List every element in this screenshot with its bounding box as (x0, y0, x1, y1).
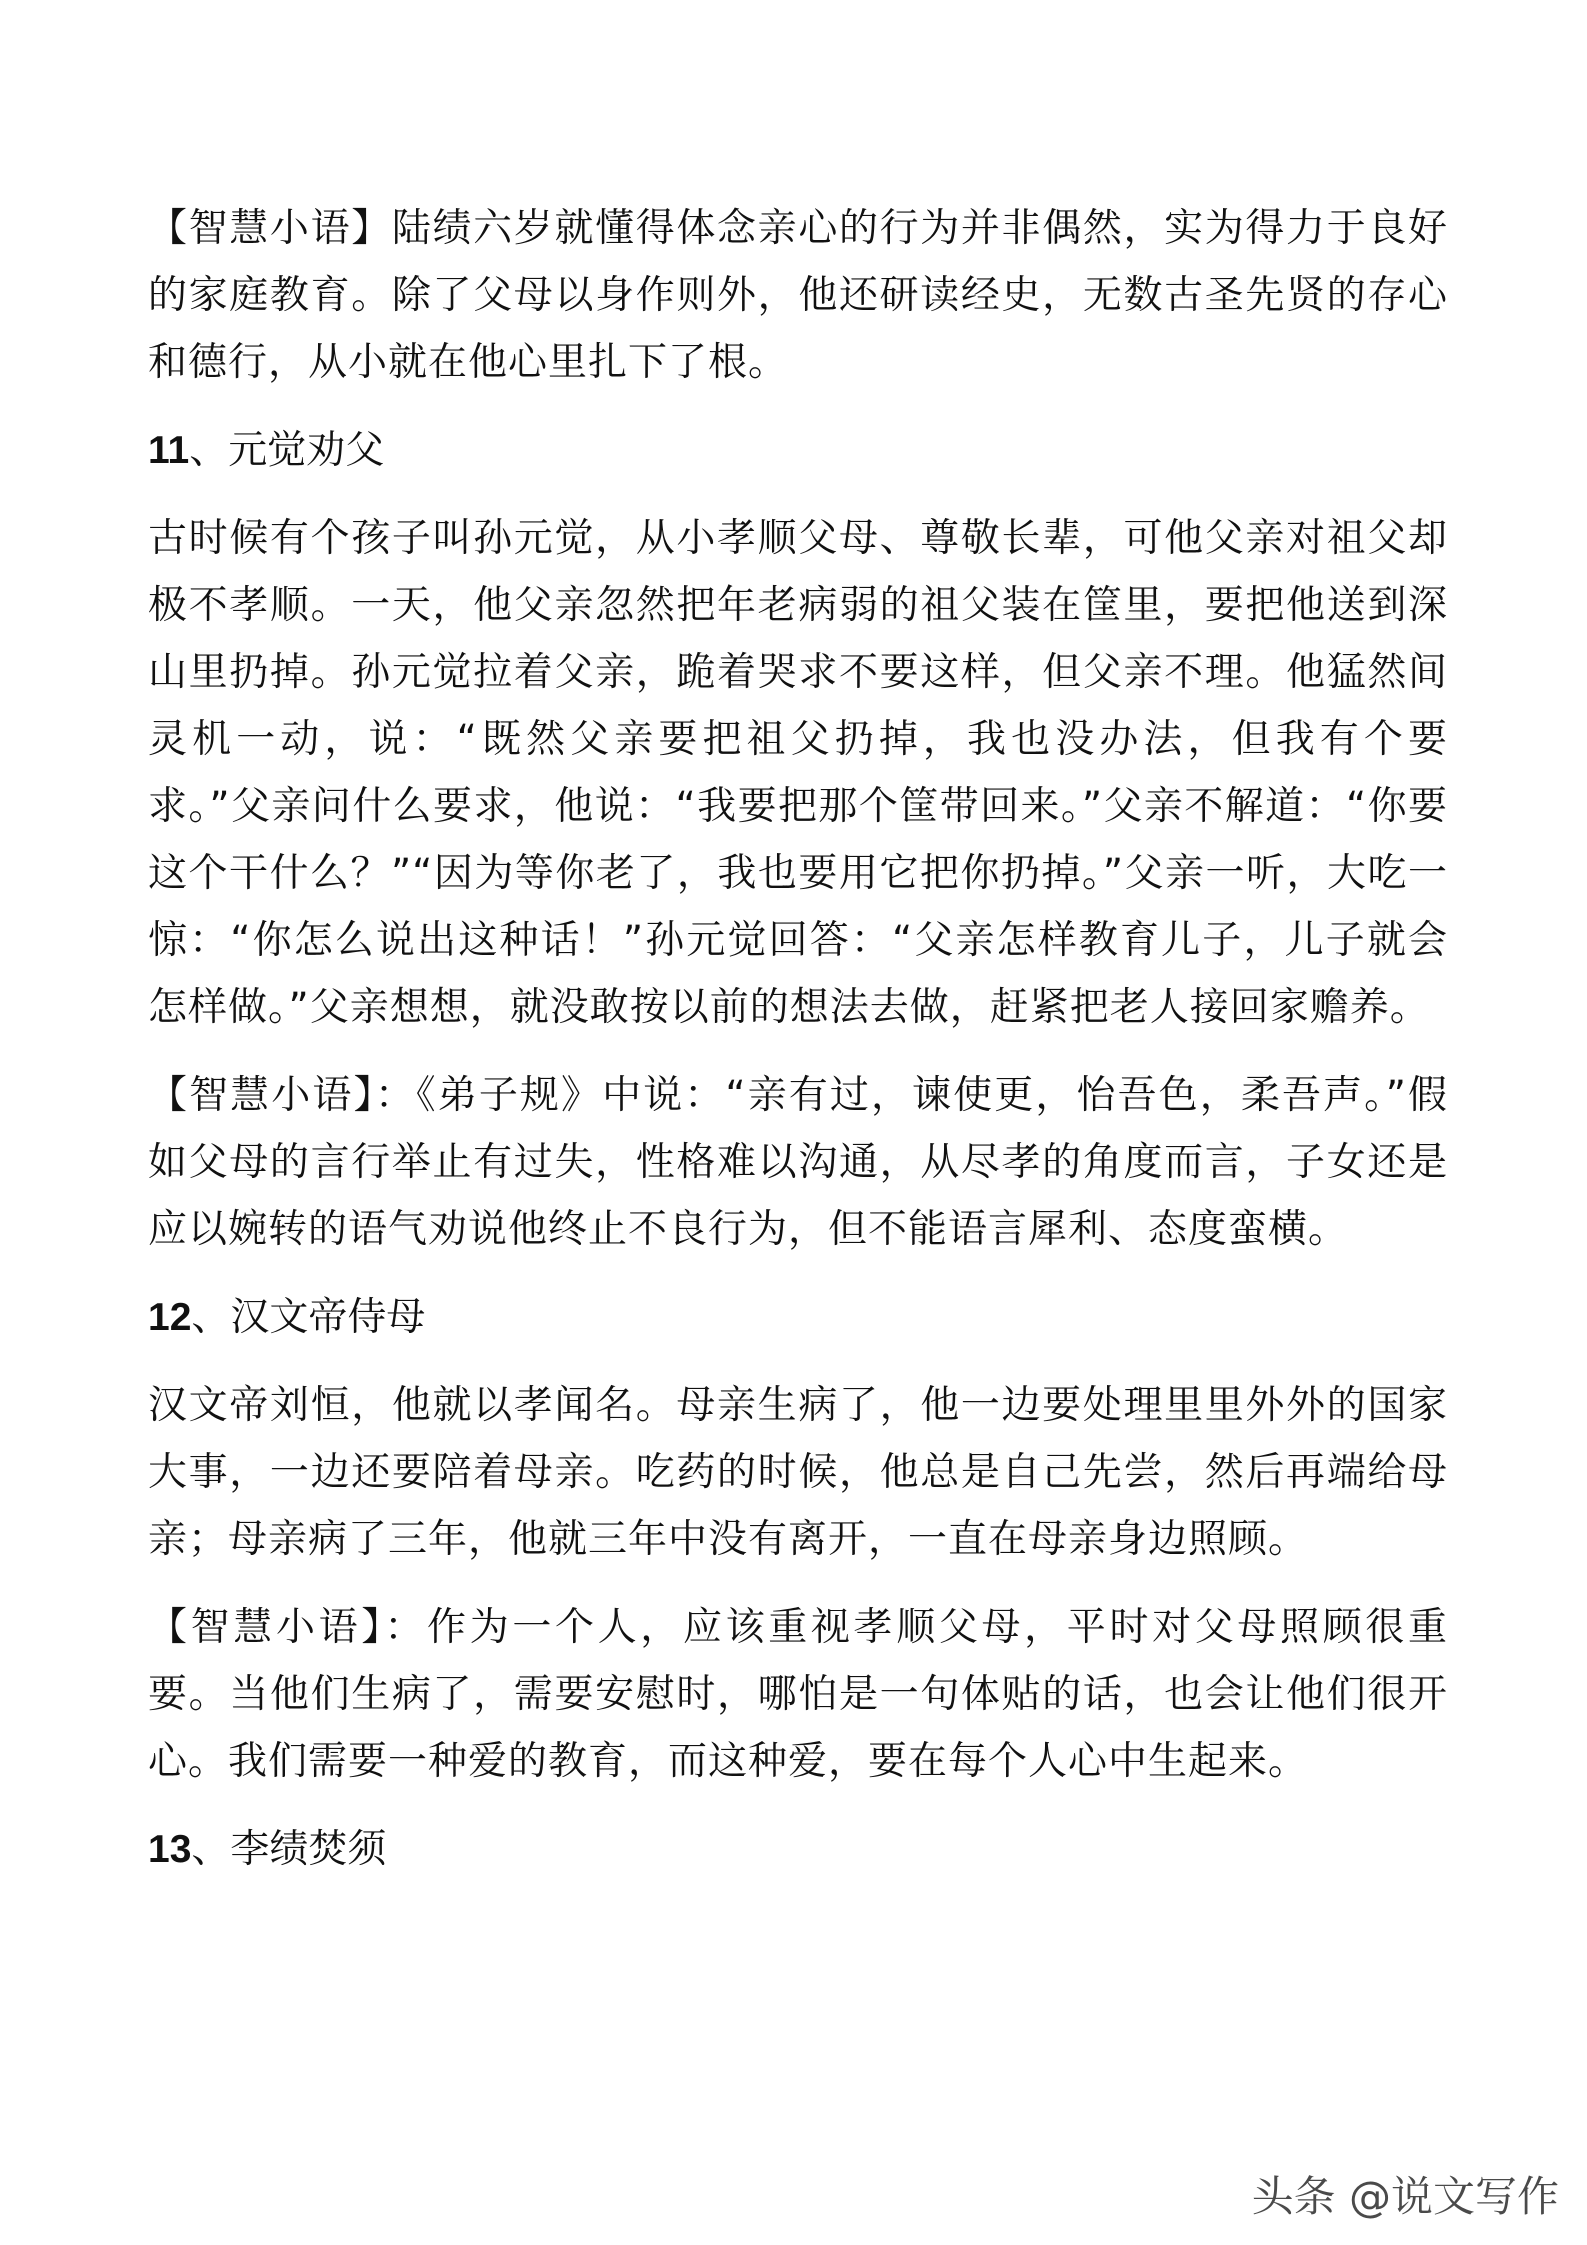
paragraph-wisdom-lu-ji: 【智慧小语】陆绩六岁就懂得体念亲心的行为并非偶然，实为得力于良好的家庭教育。除了父母以身作则外，他还研读经史，无数古圣先贤的存心和德行，从小就在他心里扎下了根。 (148, 206, 1448, 385)
section-title: 、元觉劝父 (189, 428, 385, 473)
paragraph-story-yuanjue: 古时候有个孩子叫孙元觉，从小孝顺父母、尊敬长辈，可他父亲对祖父却极不孝顺。一天，他父亲忽然把年老病弱的祖父装在筐里，要把他送到深山里扔掉。孙元觉拉着父亲，跪着哭求不要这样，但父亲不理。他猛然间灵机一动，说：“既然父亲要把祖父扔掉，我也没办法，但我有个要求。”父亲问什么要求，他说：“我要把那个筐带回来。”父亲不解道：“你要这个干什么？”“因为等你老了，我也要用它把你扔掉。”父亲一听，大吃一惊：“你怎么说出这种话！”孙元觉回答：“父亲怎样教育儿子，儿子就会怎样做。”父亲想想，就没敢按以前的想法去做，赶紧把老人接回家赡养。 (148, 516, 1448, 1030)
paragraph-story-wendi: 汉文帝刘恒，他就以孝闻名。母亲生病了，他一边要处理里里外外的国家大事，一边还要陪着母亲。吃药的时候，他总是自己先尝，然后再端给母亲；母亲病了三年，他就三年中没有离开，一直在母亲身边照顾。 (148, 1383, 1448, 1562)
document-body (148, 195, 1448, 1904)
paragraph-wisdom-care: 【智慧小语】：作为一个人，应该重视孝顺父母，平时对父母照顾很重要。当他们生病了，需要安慰时，哪怕是一句体贴的话，也会让他们很开心。我们需要一种爱的教育，而这种爱，要在每个人心中生起来。 (148, 1605, 1448, 1784)
paragraph-wisdom-dizigui: 【智慧小语】：《弟子规》中说：“亲有过，谏使更，怡吾色，柔吾声。”假如父母的言行举止有过失，性格难以沟通，从尽孝的角度而言，子女还是应以婉转的语气劝说他终止不良行为，但不能语言犀利、态度蛮横。 (148, 1073, 1448, 1252)
section-heading-12 (148, 1284, 1448, 1351)
section-title: 、李绩焚须 (191, 1827, 387, 1872)
section-heading-13 (148, 1816, 1448, 1883)
section-number: 11 (148, 429, 190, 472)
section-number: 12 (148, 1296, 192, 1339)
section-number: 13 (148, 1828, 192, 1871)
section-title: 、汉文帝侍母 (191, 1295, 426, 1340)
section-heading-11 (148, 417, 1448, 484)
watermark-toutiao: 头条 @说文写作 (1251, 2172, 1559, 2221)
